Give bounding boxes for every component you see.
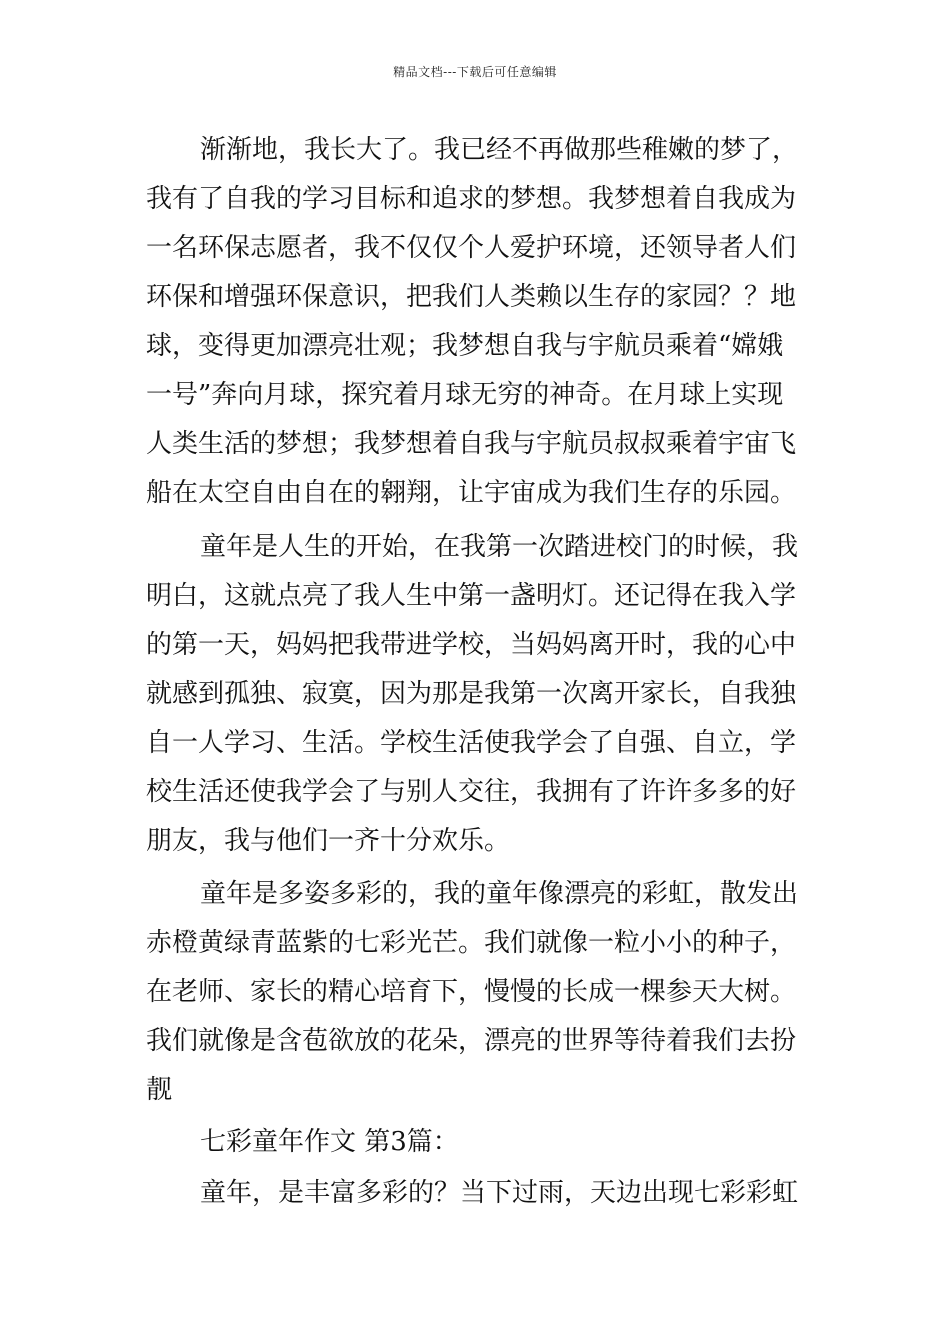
page-header: 精品文档---下载后可任意编辑 — [393, 65, 557, 79]
text-line: 在老师、家长的精心培育下，慢慢的长成一棵参天大树。 — [146, 977, 797, 1007]
text-line: 一号”奔向月球，探究着月球无穷的神奇。在月球上实现 — [146, 380, 784, 410]
text-line: 童年是多姿多彩的，我的童年像漂亮的彩虹，散发出 — [200, 879, 799, 909]
text-line: 明白，这就点亮了我人生中第一盏明灯。还记得在我入学 — [146, 581, 797, 611]
text-line: 朋友，我与他们一齐十分欢乐。 — [146, 826, 511, 856]
text-line: 我们就像是含苞欲放的花朵，漂亮的世界等待着我们去扮 — [146, 1026, 797, 1056]
text-line: 我有了自我的学习目标和追求的梦想。我梦想着自我成为 — [146, 184, 797, 214]
text-line: 自一人学习、生活。学校生活使我学会了自强、自立，学 — [146, 728, 797, 758]
text-line: 童年，是丰富多彩的？当下过雨，天边出现七彩彩虹 — [200, 1178, 799, 1208]
text-line: 环保和增强环保意识，把我们人类赖以生存的家园？？地 — [146, 282, 797, 312]
text-line: 赤橙黄绿青蓝紫的七彩光芒。我们就像一粒小小的种子， — [146, 928, 797, 958]
text-line: 童年是人生的开始，在我第一次踏进校门的时候，我 — [200, 532, 799, 562]
text-line: 人类生活的梦想；我梦想着自我与宇航员叔叔乘着宇宙飞 — [146, 429, 797, 459]
text-line: 校生活还使我学会了与别人交往，我拥有了许许多多的好 — [146, 777, 797, 807]
text-line: 靓 — [146, 1075, 173, 1105]
text-line: 一名环保志愿者，我不仅仅个人爱护环境，还领导者人们 — [146, 233, 797, 263]
text-line: 就感到孤独、寂寞，因为那是我第一次离开家长，自我独 — [146, 679, 797, 709]
text-line: 的第一天，妈妈把我带进学校，当妈妈离开时，我的心中 — [146, 630, 797, 660]
text-line: 渐渐地，我长大了。我已经不再做那些稚嫩的梦了， — [200, 135, 799, 165]
text-line: 球，变得更加漂亮壮观；我梦想自我与宇航员乘着“嫦娥 — [146, 331, 784, 361]
text-line: 船在太空自由自在的翱翔，让宇宙成为我们生存的乐园。 — [146, 478, 797, 508]
section-heading: 七彩童年作文 第3篇： — [200, 1127, 459, 1157]
